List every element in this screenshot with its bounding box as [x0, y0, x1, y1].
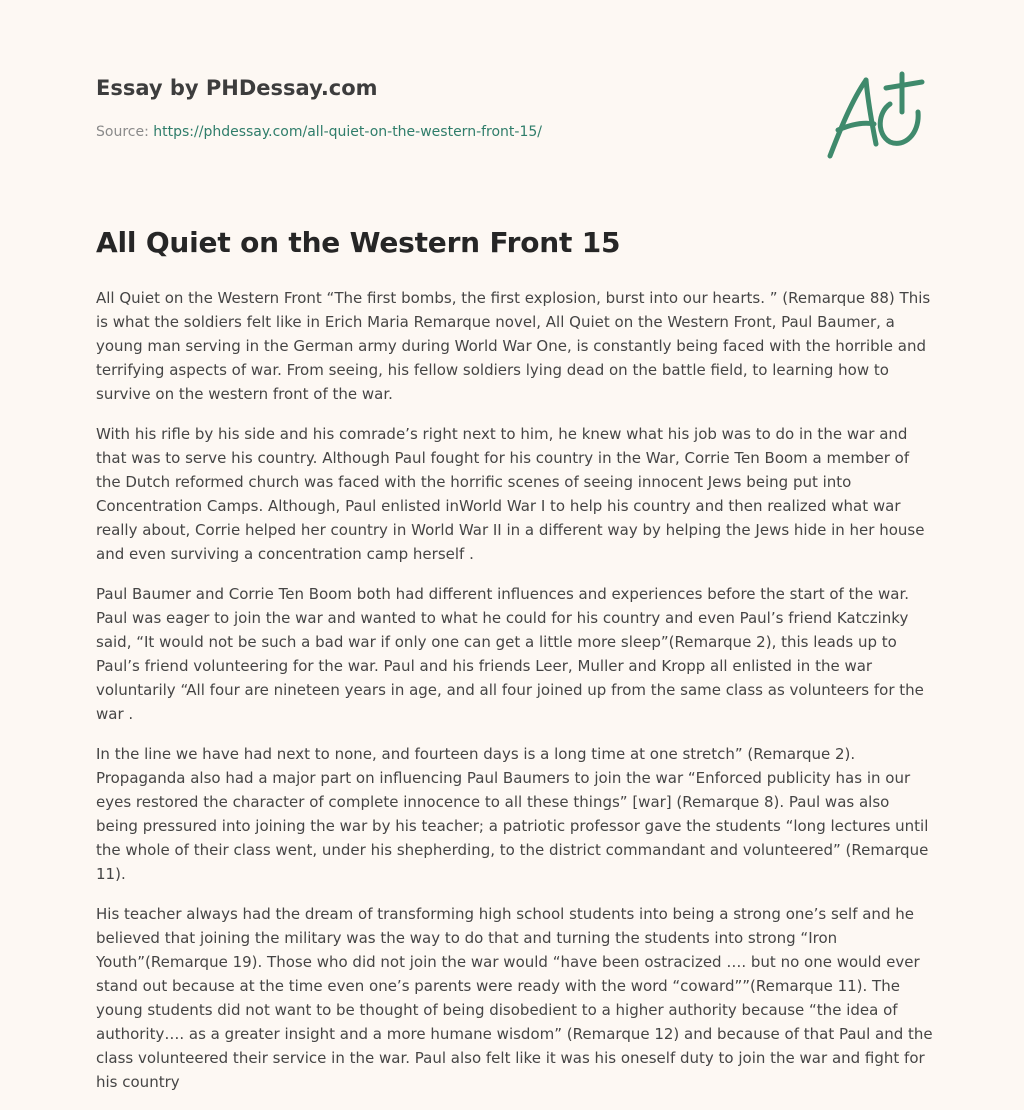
essay-body	[96, 286, 936, 1110]
a-plus-logo-icon	[822, 68, 932, 164]
source-line	[96, 124, 542, 140]
source-link[interactable]: https://phdessay.com/all-quiet-on-the-western-front-15/	[153, 124, 543, 140]
essay-paragraph-1: All Quiet on the Western Front “The first bombs, the first explosion, burst into our hearts. ” (Remarque 88) This is what the soldiers felt like in Erich Maria Remarque novel, All Quiet on the Western Front, Paul Baumer, a young man serving in the German army during World War One, is constantly being faced with the horrible and terrifying aspects of war. From seeing, his fellow soldiers lying dead on the battle field, to learning how to survive on the western front of the war.	[96, 289, 931, 403]
essay-paragraph-4: In the line we have had next to none, and fourteen days is a long time at one stretch” (Remarque 2). Propaganda also had a major part on influencing Paul Baumers to join the war “Enforced publicity has in our eyes restored the character of complete innocence to all these things” [war] (Remarque 8). Paul was also being pressured into joining the war by his teacher; a patriotic professor gave the students “long lectures until the whole of their class went, under his shepherding, to the district commandant and volunteered” (Remarque 11).	[96, 745, 929, 883]
site-brand: Essay by PHDessay.com	[96, 76, 378, 100]
essay-title: All Quiet on the Western Front 15	[96, 226, 621, 259]
essay-paragraph-3: Paul Baumer and Corrie Ten Boom both had different influences and experiences before the start of the war. Paul was eager to join the war and wanted to what he could for his country and even Paul’s friend Katczinky said, “It would not be such a bad war if only one can get a little more sleep”(Remarque 2), this leads up to Paul’s friend volunteering for the war. Paul and his friends Leer, Muller and Kropp all enlisted in the war voluntarily “All four are nineteen years in age, and all four joined up from the same class as volunteers for the war .	[96, 585, 924, 723]
source-label: Source:	[96, 124, 149, 140]
essay-paragraph-2: With his rifle by his side and his comrade’s right next to him, he knew what his job was to do in the war and that was to serve his country. Although Paul fought for his country in the War, Corrie Ten Boom a member of the Dutch reformed church was faced with the horrific scenes of seeing innocent Jews being put into Concentration Camps. Although, Paul enlisted inWorld War I to help his country and then realized what war really about, Corrie helped her country in World War II in a different way by helping the Jews hide in her house and even surviving a concentration camp herself .	[96, 425, 925, 563]
essay-paragraph-5: His teacher always had the dream of transforming high school students into being a strong one’s self and he believed that joining the military was the way to do that and turning the students into strong “Iron Youth”(Remarque 19). Those who did not join the war would “have been ostracized …. but no one would ever stand out because at the time even one’s parents were ready with the word “coward””(Remarque 11). The young students did not want to be thought of being disobedient to a higher authority because “the idea of authority…. as a greater insight and a more humane wisdom” (Remarque 12) and because of that Paul and the class volunteered their service in the war. Paul also felt like it was his oneself duty to join the war and fight for his country	[96, 905, 933, 1091]
